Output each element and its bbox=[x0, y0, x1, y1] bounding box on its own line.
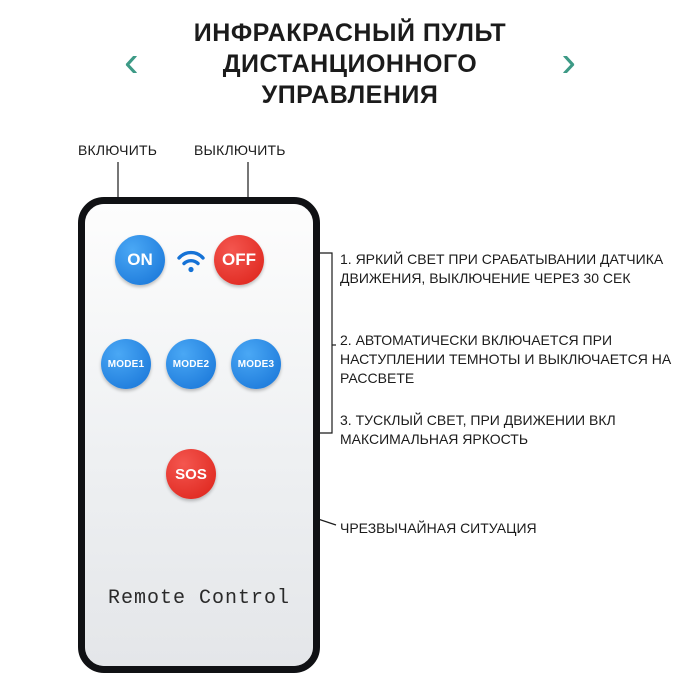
description-item-3: 3. ТУСКЛЫЙ СВЕТ, ПРИ ДВИЖЕНИИ ВКЛ МАКСИМАЛЬНАЯ ЯРКОСТЬ bbox=[340, 412, 616, 447]
mode2-button[interactable]: MODE2 bbox=[166, 339, 216, 389]
label-power-on: ВКЛЮЧИТЬ bbox=[78, 142, 158, 158]
label-power-off: ВЫКЛЮЧИТЬ bbox=[194, 142, 286, 158]
mode1-button[interactable]: MODE1 bbox=[101, 339, 151, 389]
signal-icon bbox=[176, 249, 206, 273]
description-item-1: 1. ЯРКИЙ СВЕТ ПРИ СРАБАТЫВАНИИ ДАТЧИКА ДВИЖЕНИЯ, ВЫКЛЮЧЕНИЕ ЧЕРЕЗ 30 СЕК bbox=[340, 251, 664, 286]
chevron-right-icon: › bbox=[561, 37, 576, 86]
remote-brand-label: Remote Control bbox=[107, 587, 291, 610]
sos-button[interactable]: SOS bbox=[166, 449, 216, 499]
description-emergency: ЧРЕЗВЫЧАЙНАЯ СИТУАЦИЯ bbox=[340, 520, 537, 536]
on-button[interactable]: ON bbox=[115, 235, 165, 285]
header bbox=[0, 18, 700, 111]
mode3-button[interactable]: MODE3 bbox=[231, 339, 281, 389]
chevron-left-icon: ‹ bbox=[124, 37, 139, 86]
off-button[interactable]: OFF bbox=[214, 235, 264, 285]
remote-control-device bbox=[78, 197, 320, 673]
page-title: ИНФРАКРАСНЫЙ ПУЛЬТ ДИСТАНЦИОННОГО УПРАВЛЕНИЯ bbox=[193, 19, 507, 109]
description-item-2: 2. АВТОМАТИЧЕСКИ ВКЛЮЧАЕТСЯ ПРИ НАСТУПЛЕНИИ ТЕМНОТЫ И ВЫКЛЮЧАЕТСЯ НА РАССВЕТЕ bbox=[340, 332, 672, 386]
